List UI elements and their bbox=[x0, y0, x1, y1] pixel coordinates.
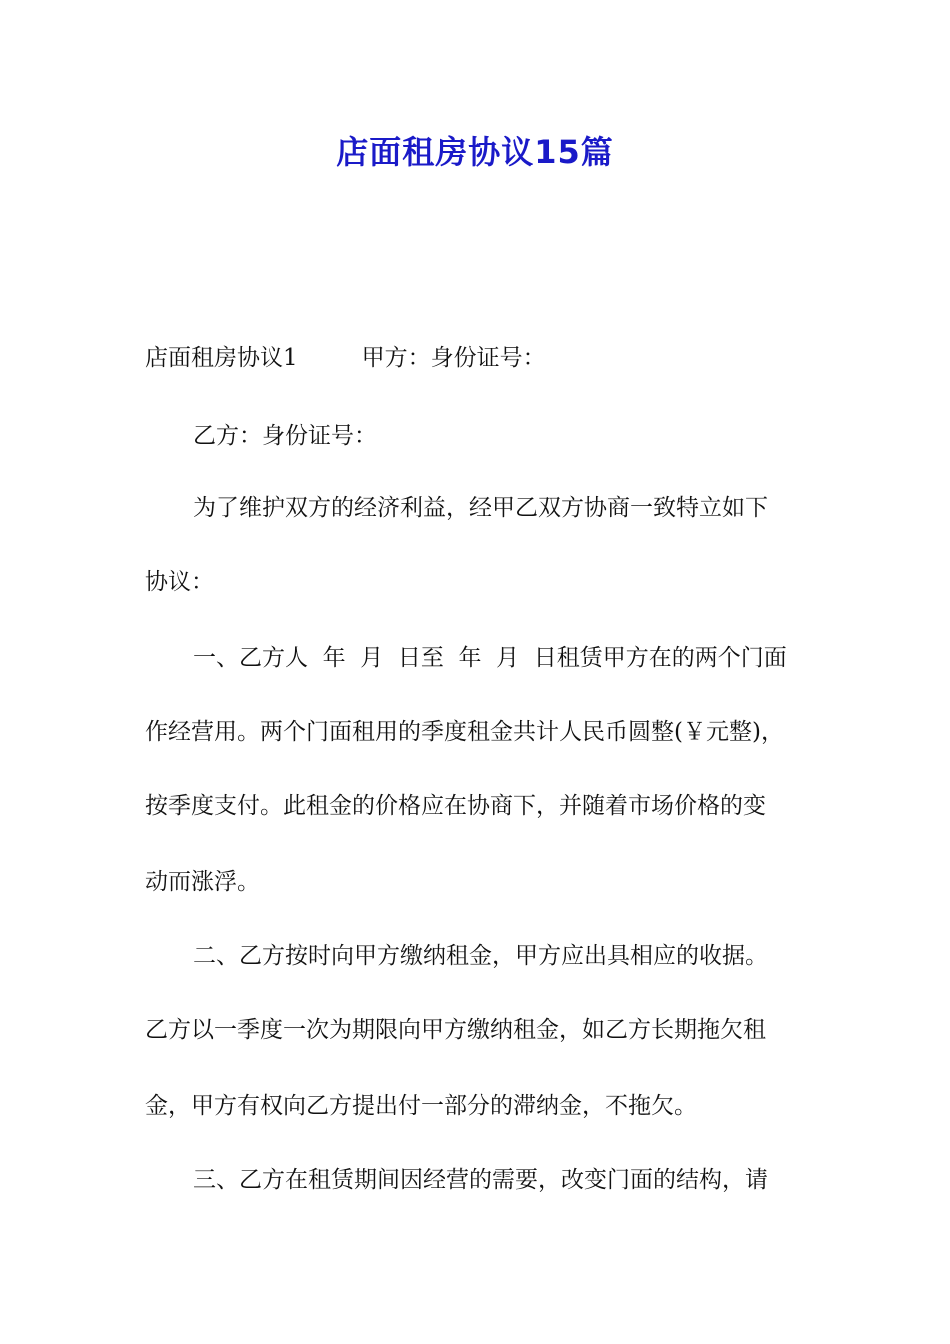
intro-line-2: 协议： bbox=[145, 569, 214, 595]
intro-line-1: 为了维护双方的经济利益，经甲乙双方协商一致特立如下 bbox=[193, 495, 768, 521]
clause-1-line-4: 动而涨浮。 bbox=[145, 869, 260, 895]
clause-2-line-2: 乙方以一季度一次为期限向甲方缴纳租金，如乙方长期拖欠租 bbox=[145, 1017, 766, 1043]
clause-1-line-1: 一、乙方人 年 月 日至 年 月 日租赁甲方在的两个门面 bbox=[193, 645, 787, 671]
clause-1-line-2: 作经营用。两个门面租用的季度租金共计人民币圆整(￥元整)， bbox=[145, 719, 784, 745]
clause-1-line-3: 按季度支付。此租金的价格应在协商下，并随着市场价格的变 bbox=[145, 793, 766, 819]
clause-3-line-1: 三、乙方在租赁期间因经营的需要，改变门面的结构，请 bbox=[193, 1167, 768, 1193]
clause-2-line-3: 金，甲方有权向乙方提出付一部分的滞纳金，不拖欠。 bbox=[145, 1093, 697, 1119]
document-title: 店面租房协议15篇 bbox=[336, 133, 614, 171]
first-line bbox=[145, 340, 546, 376]
clause-2-line-1: 二、乙方按时向甲方缴纳租金，甲方应出具相应的收据。 bbox=[193, 943, 768, 969]
party-a-label: 甲方：身份证号： bbox=[361, 345, 546, 371]
agreement-heading: 店面租房协议1 bbox=[145, 345, 298, 371]
party-b-label: 乙方：身份证号： bbox=[193, 423, 377, 449]
